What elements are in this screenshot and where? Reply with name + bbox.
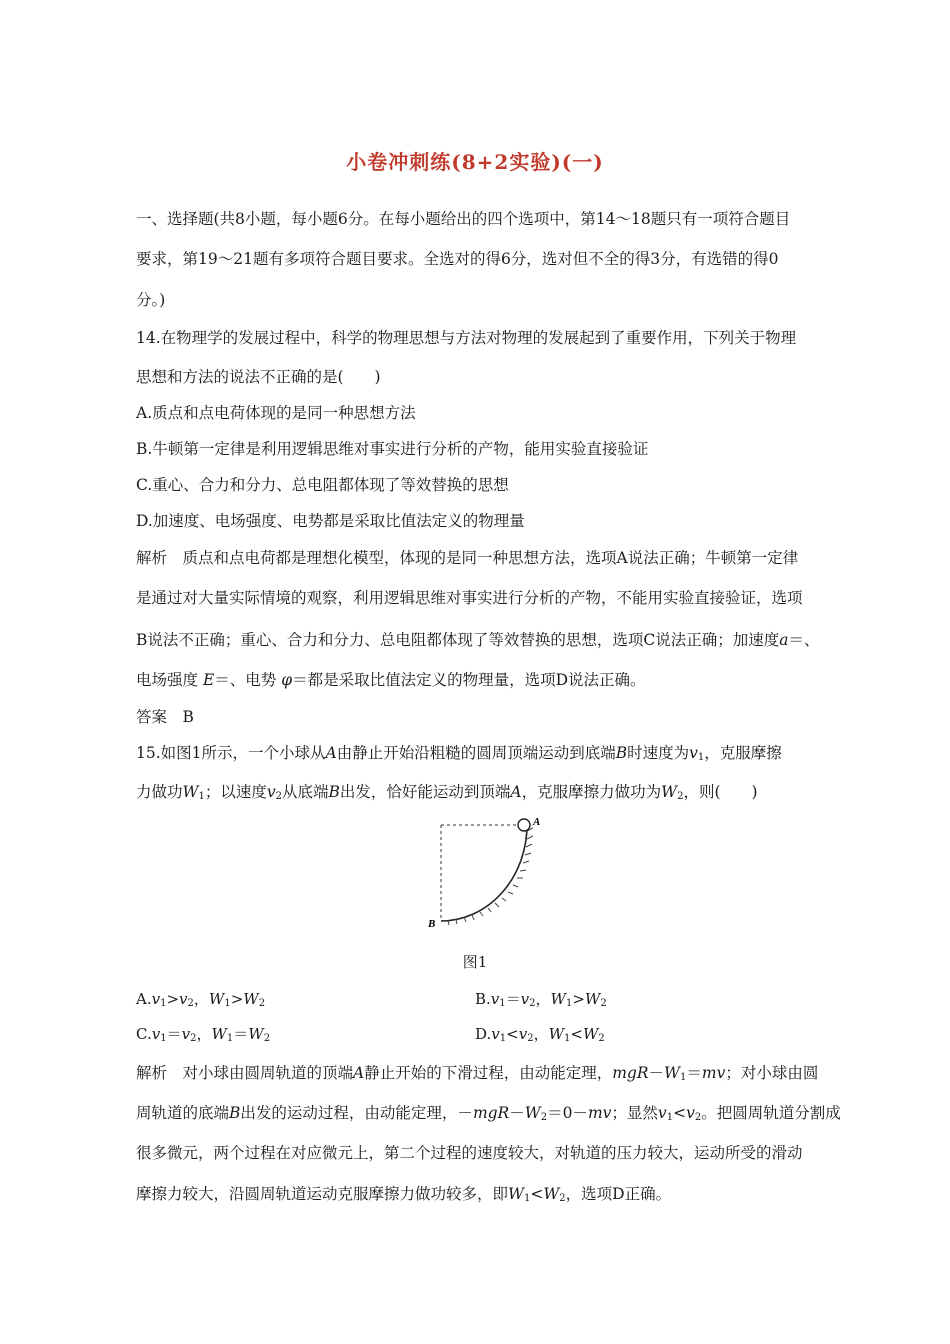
q14-analysis-1: 解析 质点和点电荷都是理想化模型，体现的是同一种思想方法，选项A说法正确；牛顿第一定律 xyxy=(136,549,799,567)
q15-option-b-letter: B. xyxy=(475,990,491,1008)
q15-option-c: $C.v_1=v_2$，$W_1=W_2$ xyxy=(136,1025,271,1044)
q15-stem-2-b: ；以速度 xyxy=(204,783,267,801)
q15-stem-2-d: 出发，恰好能运动到顶端 xyxy=(339,783,511,801)
q15-analysis-4-b: ，选项D正确。 xyxy=(565,1185,672,1203)
figure-caption: 图1 xyxy=(462,953,488,971)
q15-stem-1-a: 15.如图1所示，一个小球从 xyxy=(136,744,326,762)
arc-track xyxy=(441,825,527,921)
q15-stem-1-c: 时速度为 xyxy=(627,744,690,762)
track-hatching xyxy=(448,828,533,925)
q15-stem-2-e: ，克服摩擦力做功为 xyxy=(521,783,662,801)
point-a-label: A xyxy=(533,816,541,828)
q14-option-c: C.重心、合力和分力、总电阻都体现了等效替换的思想 xyxy=(136,476,509,494)
q15-analysis-2-d: 。把圆周轨道分割成 xyxy=(701,1104,841,1122)
q14-option-d: D.加速度、电场强度、电势都是采取比值法定义的物理量 xyxy=(136,512,525,530)
q15-option-c-letter: C. xyxy=(136,1025,152,1043)
ball xyxy=(518,819,530,831)
q14-stem-1: 14.在物理学的发展过程中，科学的物理思想与方法对物理的发展起到了重要作用，下列关于物理 xyxy=(136,329,797,347)
q14-analysis-4: 电场强度 E＝、电势 φ＝都是采取比值法定义的物理量，选项D说法正确。 xyxy=(136,671,646,689)
q15-analysis-4: 摩擦力较大，沿圆周轨道运动克服摩擦力做功较多，即$W_1<W_2$，选项D正确。 xyxy=(136,1185,672,1204)
intro-line-1: 一、选择题(共8小题，每小题6分。在每小题给出的四个选项中，第14～18题只有一项符合题目 xyxy=(136,210,791,228)
intro-line-2: 要求，第19～21题有多项符合题目要求。全选对的得6分，选对但不全的得3分，有选错的得0 xyxy=(136,250,779,268)
q15-analysis-1-a: 解析 对小球由圆周轨道的顶端 xyxy=(136,1064,354,1082)
page-title: 小卷冲刺练(8+2实验)(一) xyxy=(346,150,604,174)
q14-analysis-3-text: B说法不正确；重心、合力和分力、总电阻都体现了等效替换的思想，选项C说法正确；加速度 xyxy=(136,631,780,649)
q15-stem-2-a: 力做功 xyxy=(136,783,183,801)
q15-stem-1: 15.如图1所示，一个小球从A由静止开始沿粗糙的圆周顶端运动到底端B时速度为$v_1$，克服摩擦 xyxy=(136,744,782,763)
q15-option-d: $D.v_1<v_2$，$W_1<W_2$ xyxy=(475,1025,605,1044)
q15-stem-1-d: ，克服摩擦 xyxy=(704,744,782,762)
figure-1-quarter-circle-track xyxy=(425,815,550,935)
q15-option-a: $A.v_1>v_2$，$W_1>W_2$ xyxy=(136,990,266,1009)
q15-analysis-2: 周轨道的底端B出发的运动过程，由动能定理，$-mgR-W_2=0-mv$；显然$v_1<v_2$。把圆周轨道分割成 xyxy=(136,1104,841,1123)
q15-option-b: $B.v_1=v_2$，$W_1>W_2$ xyxy=(475,990,607,1009)
q14-answer: 答案 B xyxy=(136,708,194,726)
intro-line-3: 分。) xyxy=(136,291,166,309)
q14-analysis-4-text-c: 都是采取比值法定义的物理量，选项D说法正确。 xyxy=(307,671,646,689)
q14-stem-2: 思想和方法的说法不正确的是( ) xyxy=(136,368,381,386)
q14-option-a: A.质点和点电荷体现的是同一种思想方法 xyxy=(136,404,416,422)
q15-stem-1-b: 由静止开始沿粗糙的圆周顶端运动到底端 xyxy=(336,744,616,762)
q15-stem-2: 力做功$W_1$；以速度$v_2$从底端B出发，恰好能运动到顶端A，克服摩擦力做功为$W_2$，则( ) xyxy=(136,783,758,802)
q15-analysis-3: 很多微元，两个过程在对应微元上，第二个过程的速度较大，对轨道的压力较大，运动所受的滑动 xyxy=(136,1144,803,1162)
q14-option-b: B.牛顿第一定律是利用逻辑思维对事实进行分析的产物，能用实验直接验证 xyxy=(136,440,649,458)
q15-analysis-1: 解析 对小球由圆周轨道的顶端A静止开始的下滑过程，由动能定理，$mgR-W_1=mv$；对小球由圆 xyxy=(136,1064,819,1083)
q15-stem-2-c: 从底端 xyxy=(281,783,329,801)
q15-stem-2-f: ，则( ) xyxy=(683,783,758,801)
q15-analysis-4-a: 摩擦力较大，沿圆周轨道运动克服摩擦力做功较多，即 xyxy=(136,1185,509,1203)
q15-analysis-2-b: 出发的运动过程，由动能定理， xyxy=(240,1104,458,1122)
q14-analysis-4-text-b: 、电势 xyxy=(229,671,277,689)
q15-analysis-1-b: 静止开始的下滑过程，由动能定理， xyxy=(364,1064,613,1082)
q15-option-a-letter: A. xyxy=(136,990,152,1008)
q15-option-d-letter: D. xyxy=(475,1025,492,1043)
q15-analysis-2-c: ；显然 xyxy=(611,1104,658,1122)
q14-analysis-4-text-a: 电场强度 xyxy=(136,671,199,689)
point-b-label: B xyxy=(428,918,436,930)
q14-analysis-2: 是通过对大量实际情境的观察，利用逻辑思维对事实进行分析的产物，不能用实验直接验证，选项 xyxy=(136,589,803,607)
q15-analysis-2-a: 周轨道的底端 xyxy=(136,1104,230,1122)
q14-analysis-3: B说法不正确；重心、合力和分力、总电阻都体现了等效替换的思想，选项C说法正确；加速度a＝、 xyxy=(136,631,820,649)
q15-analysis-1-c: ；对小球由圆 xyxy=(725,1064,819,1082)
